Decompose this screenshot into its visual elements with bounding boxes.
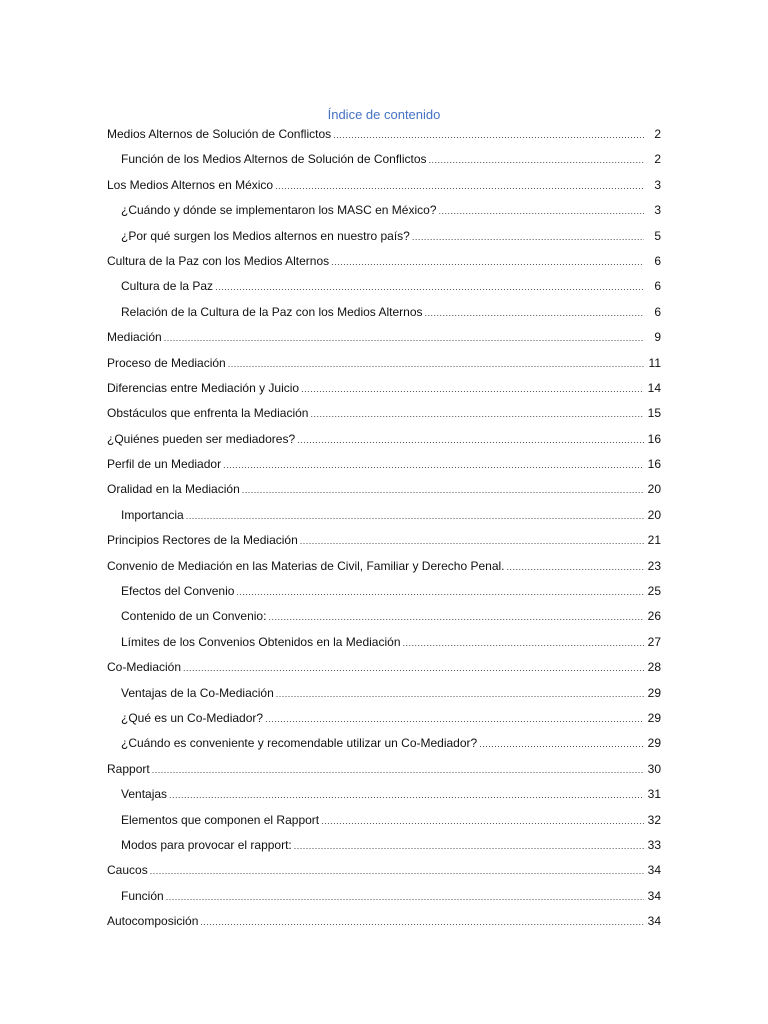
toc-page-number: 29 — [647, 710, 661, 725]
toc-entry[interactable] — [107, 683, 661, 708]
toc-page-number: 26 — [647, 609, 661, 624]
toc-entry-title: Rapport — [107, 761, 150, 776]
toc-dot-leader — [425, 303, 645, 323]
toc-entry[interactable] — [107, 733, 661, 758]
toc-entry[interactable] — [107, 429, 661, 454]
toc-page-number: 15 — [647, 406, 661, 421]
toc-entry-title: Límites de los Convenios Obtenidos en la Mediación — [121, 634, 401, 649]
toc-entry[interactable] — [107, 149, 661, 174]
toc-entry[interactable] — [107, 759, 661, 784]
toc-entry-title: Modos para provocar el rapport: — [121, 837, 292, 852]
toc-dot-leader — [439, 201, 645, 221]
toc-page-number: 34 — [647, 914, 661, 929]
toc-dot-leader — [479, 734, 644, 754]
toc-page-number: 30 — [647, 761, 661, 776]
toc-entry-title: Principios Rectores de la Mediación — [107, 533, 298, 548]
toc-dot-leader — [150, 861, 644, 881]
toc-dot-leader — [412, 227, 644, 247]
toc-dot-leader — [333, 125, 644, 145]
toc-entry[interactable] — [107, 200, 661, 225]
toc-entry[interactable] — [107, 479, 661, 504]
toc-page-number: 16 — [647, 431, 661, 446]
toc-entry-title: Los Medios Alternos en México — [107, 177, 274, 192]
toc-dot-leader — [166, 887, 644, 907]
toc-entry-title: Caucos — [107, 863, 148, 878]
toc-dot-leader — [268, 607, 644, 627]
toc-page-number: 20 — [647, 507, 661, 522]
toc-entry[interactable] — [107, 581, 661, 606]
toc-page-number: 34 — [647, 888, 661, 903]
toc-entry-title: Oralidad en la Mediación — [107, 482, 240, 497]
toc-page-number: 6 — [654, 253, 661, 268]
toc-entry-title: ¿Qué es un Co-Mediador? — [121, 710, 264, 725]
toc-page-number: 2 — [654, 152, 661, 167]
toc-dot-leader — [429, 150, 644, 170]
toc-dot-leader — [215, 277, 644, 297]
toc-dot-leader — [331, 252, 644, 272]
toc-entry[interactable] — [107, 327, 661, 352]
toc-entry-title: Efectos del Convenio — [121, 584, 235, 599]
toc-page-number: 3 — [654, 203, 661, 218]
toc-entry-title: Ventajas — [121, 787, 168, 802]
toc-page-number: 31 — [647, 787, 661, 802]
toc-entry-title: Ventajas de la Co-Mediación — [121, 685, 274, 700]
toc-entry-title: Relación de la Cultura de la Paz con los Medios Alternos — [121, 304, 423, 319]
toc-entry[interactable] — [107, 810, 661, 835]
toc-page-number: 29 — [647, 685, 661, 700]
toc-entry[interactable] — [107, 124, 661, 149]
toc-entry[interactable] — [107, 784, 661, 809]
toc-entry-title: ¿Cuándo es conveniente y recomendable utilizar un Co-Mediador? — [121, 736, 478, 751]
toc-dot-leader — [186, 506, 644, 526]
toc-entry-title: Cultura de la Paz — [121, 279, 214, 294]
toc-page-number: 28 — [647, 660, 661, 675]
toc-dot-leader — [321, 811, 644, 831]
toc-entry-title: Obstáculos que enfrenta la Mediación — [107, 406, 309, 421]
toc-entry-title: Proceso de Mediación — [107, 355, 226, 370]
toc-dot-leader — [294, 836, 644, 856]
toc-page-number: 21 — [647, 533, 661, 548]
toc-dot-leader — [152, 760, 644, 780]
toc-entry[interactable] — [107, 302, 661, 327]
toc-page-number: 27 — [647, 634, 661, 649]
toc-title: Índice de contenido — [327, 107, 441, 122]
toc-page-number: 33 — [647, 837, 661, 852]
toc-entry-title: Elementos que componen el Rapport — [121, 812, 320, 827]
toc-page-number: 29 — [647, 736, 661, 751]
toc-entry-title: Diferencias entre Mediación y Juicio — [107, 380, 300, 395]
toc-entry-title: ¿Por qué surgen los Medios alternos en nuestro país? — [121, 228, 410, 243]
toc-page-number: 6 — [654, 304, 661, 319]
toc-dot-leader — [228, 354, 644, 374]
toc-entry-title: Perfil de un Mediador — [107, 457, 222, 472]
toc-entry-title: Cultura de la Paz con los Medios Alternos — [107, 253, 330, 268]
toc-page-number: 6 — [654, 279, 661, 294]
toc-dot-leader — [507, 557, 644, 577]
toc-dot-leader — [276, 684, 644, 704]
toc-dot-leader — [169, 785, 644, 805]
toc-entry[interactable] — [107, 251, 661, 276]
toc-entry[interactable] — [107, 175, 661, 200]
toc-entry-title: Contenido de un Convenio: — [121, 609, 267, 624]
toc-entry[interactable] — [107, 886, 661, 911]
toc-entry-title: ¿Cuándo y dónde se implementaron los MASC en México? — [121, 203, 437, 218]
toc-entry-title: Convenio de Mediación en las Materias de Civil, Familiar y Derecho Penal. — [107, 558, 505, 573]
table-of-contents — [107, 124, 661, 937]
toc-entry-title: Co-Mediación — [107, 660, 182, 675]
toc-entry-title: Función — [121, 888, 164, 903]
toc-dot-leader — [297, 430, 644, 450]
toc-dot-leader — [310, 404, 644, 424]
toc-page-number: 3 — [654, 177, 661, 192]
toc-dot-leader — [300, 531, 644, 551]
toc-entry[interactable] — [107, 708, 661, 733]
toc-dot-leader — [183, 658, 644, 678]
toc-page-number: 25 — [647, 584, 661, 599]
toc-entry-title: Autocomposición — [107, 914, 199, 929]
toc-page-number: 16 — [647, 457, 661, 472]
toc-entry[interactable] — [107, 860, 661, 885]
toc-entry[interactable] — [107, 911, 661, 936]
toc-entry[interactable] — [107, 835, 661, 860]
toc-dot-leader — [242, 480, 644, 500]
toc-dot-leader — [236, 582, 644, 602]
toc-page-number: 5 — [654, 228, 661, 243]
toc-entry[interactable] — [107, 276, 661, 301]
toc-entry[interactable] — [107, 454, 661, 479]
toc-page-number: 34 — [647, 863, 661, 878]
toc-entry[interactable] — [107, 530, 661, 555]
toc-entry-title: ¿Quiénes pueden ser mediadores? — [107, 431, 296, 446]
toc-page-number: 9 — [654, 330, 661, 345]
toc-page-number: 11 — [648, 355, 661, 370]
toc-dot-leader — [200, 912, 644, 932]
toc-page-number: 20 — [647, 482, 661, 497]
toc-entry[interactable] — [107, 226, 661, 251]
toc-entry[interactable] — [107, 632, 661, 657]
toc-entry[interactable] — [107, 505, 661, 530]
toc-entry-title: Importancia — [121, 507, 184, 522]
toc-dot-leader — [223, 455, 644, 475]
toc-page-number: 23 — [647, 558, 661, 573]
toc-dot-leader — [265, 709, 644, 729]
toc-entry[interactable] — [107, 606, 661, 631]
toc-dot-leader — [403, 633, 645, 653]
toc-entry[interactable] — [107, 378, 661, 403]
toc-entry[interactable] — [107, 403, 661, 428]
toc-entry-title: Función de los Medios Alternos de Solución de Conflictos — [121, 152, 427, 167]
toc-page-number: 32 — [647, 812, 661, 827]
toc-page-number: 2 — [654, 127, 661, 141]
toc-dot-leader — [301, 379, 644, 399]
toc-dot-leader — [275, 176, 644, 196]
toc-entry[interactable] — [107, 353, 661, 378]
toc-entry[interactable] — [107, 657, 661, 682]
toc-entry[interactable] — [107, 556, 661, 581]
toc-entry-title: Mediación — [107, 330, 162, 345]
toc-entry-title: Medios Alternos de Solución de Conflictos — [107, 127, 332, 141]
toc-page-number: 14 — [647, 380, 661, 395]
toc-dot-leader — [164, 328, 644, 348]
